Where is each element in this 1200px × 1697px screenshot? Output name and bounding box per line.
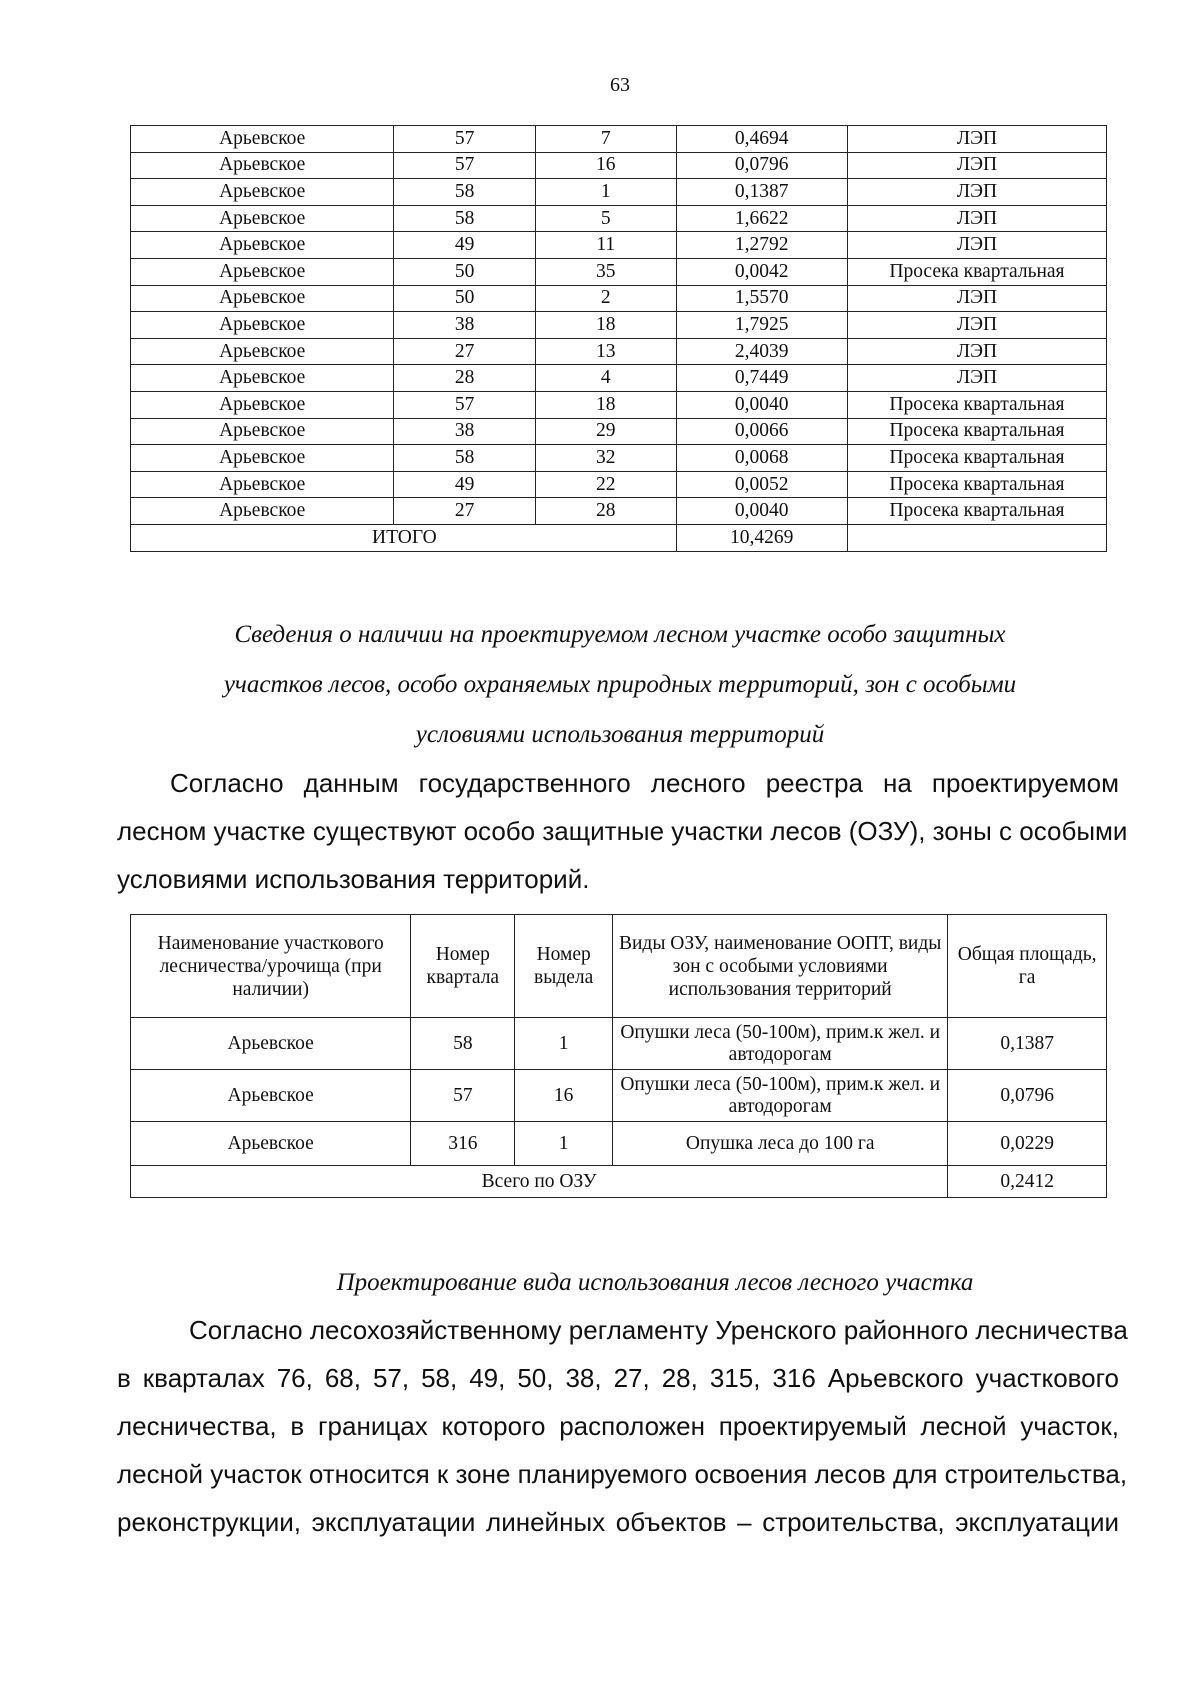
total-row bbox=[131, 524, 1107, 551]
quarter-cell: 50 bbox=[394, 258, 536, 285]
forestry-cell: Арьевское bbox=[131, 152, 394, 179]
quarter-cell: 57 bbox=[411, 1070, 515, 1122]
area-cell: 0,0229 bbox=[948, 1122, 1107, 1166]
purpose-cell: Просека квартальная bbox=[847, 418, 1106, 445]
area-cell: 1,6622 bbox=[676, 205, 847, 232]
quarter-cell: 49 bbox=[394, 232, 536, 259]
allotment-cell: 4 bbox=[535, 365, 676, 392]
area-cell: 0,4694 bbox=[676, 126, 847, 153]
purpose-cell: ЛЭП bbox=[847, 179, 1106, 206]
ozu-type-cell: Опушки леса (50-100м), прим.к жел. и автодорогам bbox=[613, 1018, 948, 1070]
area-cell: 1,2792 bbox=[676, 232, 847, 259]
area-cell: 0,1387 bbox=[676, 179, 847, 206]
forestry-cell: Арьевское bbox=[131, 1018, 411, 1070]
forestry-cell: Арьевское bbox=[131, 1070, 411, 1122]
purpose-cell: ЛЭП bbox=[847, 205, 1106, 232]
ozu-type-cell: Опушка леса до 100 га bbox=[613, 1122, 948, 1166]
quarter-cell: 57 bbox=[394, 126, 536, 153]
allotment-cell: 5 bbox=[535, 205, 676, 232]
allotment-cell: 22 bbox=[535, 471, 676, 498]
total-value: 0,2412 bbox=[948, 1166, 1107, 1198]
forestry-cell: Арьевское bbox=[131, 445, 394, 472]
area-cell: 0,0066 bbox=[676, 418, 847, 445]
forestry-cell: Арьевское bbox=[131, 391, 394, 418]
area-cell: 1,5570 bbox=[676, 285, 847, 312]
allotment-cell: 16 bbox=[515, 1070, 613, 1122]
table-row bbox=[131, 365, 1107, 392]
quarter-cell: 50 bbox=[394, 285, 536, 312]
area-cell: 0,0040 bbox=[676, 391, 847, 418]
forestry-cell: Арьевское bbox=[131, 312, 394, 339]
forestry-cell: Арьевское bbox=[131, 179, 394, 206]
total-empty-cell bbox=[847, 524, 1106, 551]
paragraph-line: в кварталах 76, 68, 57, 58, 49, 50, 38, 27, 28, 315, 316 Арьевского участкового bbox=[117, 1363, 1119, 1393]
forestry-cell: Арьевское bbox=[131, 498, 394, 525]
heading-line: Сведения о наличии на проектируемом лесном участке особо защитных bbox=[234, 621, 1006, 648]
header-ozu-type: Виды ОЗУ, наименование ООПТ, виды зон с особыми условиями использования территорий bbox=[613, 915, 948, 1018]
table-row bbox=[131, 312, 1107, 339]
allotment-cell: 1 bbox=[515, 1122, 613, 1166]
forestry-cell: Арьевское bbox=[131, 1122, 411, 1166]
purpose-cell: ЛЭП bbox=[847, 152, 1106, 179]
allotment-cell: 35 bbox=[535, 258, 676, 285]
table-row bbox=[131, 471, 1107, 498]
purpose-cell: ЛЭП bbox=[847, 232, 1106, 259]
area-cell: 0,0042 bbox=[676, 258, 847, 285]
forestry-cell: Арьевское bbox=[131, 232, 394, 259]
area-cell: 0,0040 bbox=[676, 498, 847, 525]
quarter-cell: 58 bbox=[411, 1018, 515, 1070]
quarter-cell: 27 bbox=[394, 338, 536, 365]
forestry-cell: Арьевское bbox=[131, 338, 394, 365]
paragraph-line: лесном участке существуют особо защитные участки лесов (ОЗУ), зоны с особыми bbox=[117, 816, 1128, 846]
allotment-cell: 28 bbox=[535, 498, 676, 525]
heading-line: Проектирование вида использования лесов лесного участка bbox=[336, 1269, 974, 1296]
allotment-table bbox=[130, 125, 1107, 552]
area-cell: 2,4039 bbox=[676, 338, 847, 365]
allotment-cell: 1 bbox=[515, 1018, 613, 1070]
purpose-cell: Просека квартальная bbox=[847, 471, 1106, 498]
table-row bbox=[131, 126, 1107, 153]
header-forestry: Наименование участкового лесничества/урочища (при наличии) bbox=[131, 915, 411, 1018]
table-row bbox=[131, 258, 1107, 285]
purpose-cell: Просека квартальная bbox=[847, 445, 1106, 472]
area-cell: 0,0796 bbox=[676, 152, 847, 179]
ozu-type-cell: Опушки леса (50-100м), прим.к жел. и автодорогам bbox=[613, 1070, 948, 1122]
area-cell: 0,0068 bbox=[676, 445, 847, 472]
quarter-cell: 58 bbox=[394, 179, 536, 206]
quarter-cell: 38 bbox=[394, 312, 536, 339]
table-row bbox=[131, 152, 1107, 179]
header-allotment: Номер выдела bbox=[515, 915, 613, 1018]
paragraph-line: лесной участок относится к зоне планируемого освоения лесов для строительства, bbox=[117, 1459, 1128, 1489]
allotment-cell: 11 bbox=[535, 232, 676, 259]
allotment-cell: 1 bbox=[535, 179, 676, 206]
allotment-cell: 32 bbox=[535, 445, 676, 472]
table-row bbox=[131, 205, 1107, 232]
purpose-cell: Просека квартальная bbox=[847, 498, 1106, 525]
quarter-cell: 38 bbox=[394, 418, 536, 445]
total-row bbox=[131, 1166, 1107, 1198]
total-label: ИТОГО bbox=[131, 524, 677, 551]
total-label: Всего по ОЗУ bbox=[131, 1166, 948, 1198]
forestry-cell: Арьевское bbox=[131, 205, 394, 232]
quarter-cell: 28 bbox=[394, 365, 536, 392]
purpose-cell: ЛЭП bbox=[847, 285, 1106, 312]
table-row bbox=[131, 232, 1107, 259]
area-cell: 1,7925 bbox=[676, 312, 847, 339]
purpose-cell: Просека квартальная bbox=[847, 258, 1106, 285]
purpose-cell: ЛЭП bbox=[847, 365, 1106, 392]
allotment-cell: 16 bbox=[535, 152, 676, 179]
allotment-cell: 29 bbox=[535, 418, 676, 445]
heading-line: условиями использования территорий bbox=[415, 721, 825, 748]
total-value: 10,4269 bbox=[676, 524, 847, 551]
allotment-cell: 7 bbox=[535, 126, 676, 153]
table-row bbox=[131, 179, 1107, 206]
table-row bbox=[131, 1122, 1107, 1166]
header-row bbox=[131, 915, 1107, 1018]
area-cell: 0,0796 bbox=[948, 1070, 1107, 1122]
quarter-cell: 316 bbox=[411, 1122, 515, 1166]
table-row bbox=[131, 1070, 1107, 1122]
allotment-cell: 18 bbox=[535, 391, 676, 418]
quarter-cell: 49 bbox=[394, 471, 536, 498]
forestry-cell: Арьевское bbox=[131, 285, 394, 312]
quarter-cell: 27 bbox=[394, 498, 536, 525]
forestry-cell: Арьевское bbox=[131, 258, 394, 285]
paragraph-line: лесничества, в границах которого расположен проектируемый лесной участок, bbox=[117, 1411, 1119, 1441]
quarter-cell: 58 bbox=[394, 205, 536, 232]
paragraph-line: Согласно лесохозяйственному регламенту Уренского районного лесничества bbox=[189, 1315, 1128, 1345]
allotment-cell: 13 bbox=[535, 338, 676, 365]
heading-line: участков лесов, особо охраняемых природных территорий, зон с особыми bbox=[223, 671, 1017, 698]
table-row bbox=[131, 1018, 1107, 1070]
paragraph-line: условиями использования территорий. bbox=[117, 864, 590, 894]
forestry-cell: Арьевское bbox=[131, 126, 394, 153]
paragraph-line: Согласно данным государственного лесного реестра на проектируемом bbox=[170, 768, 1119, 798]
area-cell: 0,7449 bbox=[676, 365, 847, 392]
header-quarter: Номер квартала bbox=[411, 915, 515, 1018]
forestry-cell: Арьевское bbox=[131, 418, 394, 445]
table-row bbox=[131, 285, 1107, 312]
table-row bbox=[131, 338, 1107, 365]
area-cell: 0,0052 bbox=[676, 471, 847, 498]
section-heading-ozu bbox=[0, 610, 1200, 760]
page-number: 63 bbox=[610, 74, 630, 96]
section-heading-use bbox=[0, 1258, 1200, 1308]
table-row bbox=[131, 498, 1107, 525]
paragraph-use bbox=[117, 1306, 1128, 1546]
ozu-table bbox=[130, 914, 1107, 1198]
forestry-cell: Арьевское bbox=[131, 471, 394, 498]
purpose-cell: Просека квартальная bbox=[847, 391, 1106, 418]
table-row bbox=[131, 391, 1107, 418]
forestry-cell: Арьевское bbox=[131, 365, 394, 392]
allotment-cell: 2 bbox=[535, 285, 676, 312]
purpose-cell: ЛЭП bbox=[847, 312, 1106, 339]
area-cell: 0,1387 bbox=[948, 1018, 1107, 1070]
table-row bbox=[131, 445, 1107, 472]
quarter-cell: 58 bbox=[394, 445, 536, 472]
paragraph-ozu bbox=[117, 759, 1128, 903]
header-area: Общая площадь, га bbox=[948, 915, 1107, 1018]
purpose-cell: ЛЭП bbox=[847, 338, 1106, 365]
paragraph-line: реконструкции, эксплуатации линейных объектов – строительства, эксплуатации bbox=[117, 1507, 1119, 1537]
quarter-cell: 57 bbox=[394, 391, 536, 418]
purpose-cell: ЛЭП bbox=[847, 126, 1106, 153]
table-row bbox=[131, 418, 1107, 445]
allotment-cell: 18 bbox=[535, 312, 676, 339]
quarter-cell: 57 bbox=[394, 152, 536, 179]
